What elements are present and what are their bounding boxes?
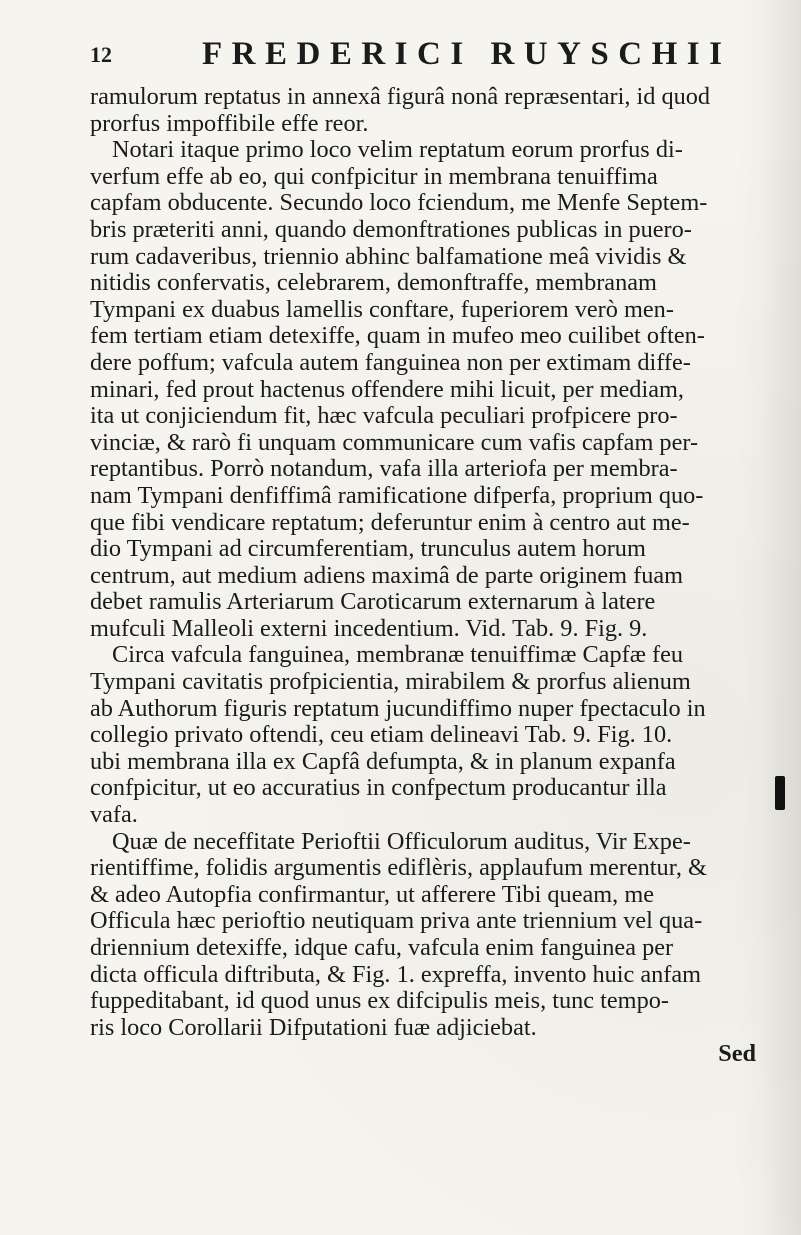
text-line: rientiffime, folidis argumentis ediflèris, applaufum merentur, & [90,855,707,882]
text-line: que fibi vendicare reptatum; deferuntur enim à centro aut me- [90,509,690,536]
text-line: Circa vafcula fanguinea, membranæ tenuiffimæ Capfæ feu [112,642,684,669]
text-line: rum cadaveribus, triennio abhinc balfamatione meâ vividis & [90,243,687,270]
text-line: verfum effe ab eo, qui confpicitur in membrana tenuiffima [90,163,658,190]
text-line: vafa. [90,802,138,829]
text-line: nam Tympani denfiffimâ ramificatione difperfa, proprium quo- [90,482,704,509]
catchword: Sed [718,1041,756,1068]
text-line: ramulorum reptatus in annexâ figurâ nonâ repræsentari, id quod [90,84,711,110]
running-head [90,36,760,72]
text-line: collegio privato oftendi, ceu etiam delineavi Tab. 9. Fig. 10. [90,722,673,749]
body-text [90,84,770,1068]
text-line: dicta officula diftributa, & Fig. 1. expreffa, invento huic anfam [90,961,702,988]
text-line: mufculi Malleoli externi incedentium. Vid. Tab. 9. Fig. 9. [90,615,648,642]
text-line: reptantibus. Porrò notandum, vafa illa arteriofa per membra- [90,456,678,483]
text-line: dio Tympani ad circumferentiam, trunculus autem horum [90,536,646,563]
text-line: prorfus impoffibile effe reor. [90,110,369,137]
page-edge-shadow [761,0,801,1235]
text-line: ubi membrana illa ex Capfâ defumpta, & in planum expanfa [90,748,676,775]
text-line: nitidis confervatis, celebrarem, demonftraffe, membranam [90,270,657,297]
text-line: ris loco Corollarii Difputationi fuæ adjiciebat. [90,1014,537,1041]
text-line: centrum, aut medium adiens maximâ de parte originem fuam [90,562,684,589]
text-line: dere poffum; vafcula autem fanguinea non per extimam diffe- [90,349,691,376]
text-line: ita ut conjiciendum fit, hæc vafcula peculiari profpicere pro- [90,403,678,430]
text-line: debet ramulis Arteriarum Caroticarum externarum à latere [90,589,656,616]
text-line: Tympani cavitatis profpicientia, mirabilem & prorfus alienum [90,669,691,696]
text-line: bris præteriti anni, quando demonftrationes publicas in puero- [90,216,692,243]
text-line: fuppeditabant, id quod unus ex difcipulis meis, tunc tempo- [90,988,669,1015]
text-line: Officula hæc perioftio neutiquam priva ante triennium vel qua- [90,908,703,935]
page-number: 12 [90,42,112,67]
text-line: Notari itaque primo loco velim reptatum eorum prorfus di- [112,137,683,164]
text-line: minari, fed prout hactenus offendere mihi licuit, per mediam, [90,376,684,403]
text-line: & adeo Autopfia confirmantur, ut afferere Tibi queam, me [90,881,655,908]
text-line: confpicitur, ut eo accuratius in confpectum producantur illa [90,775,667,802]
text-line: vinciæ, & rarò fi unquam communicare cum vafis capfam per- [90,429,699,456]
text-line: Tympani ex duabus lamellis conftare, fuperiorem verò men- [90,296,674,323]
text-line: fem tertiam etiam detexiffe, quam in mufeo meo cuilibet often- [90,323,705,350]
text-line: driennium detexiffe, idque cafu, vafcula enim fanguinea per [90,935,674,961]
edge-ink-mark [775,776,785,810]
text-line: capfam obducente. Secundo loco fciendum, me Menfe Septem- [90,190,708,217]
text-line: ab Authorum figuris reptatum jucundiffimo nuper fpectaculo in [90,695,706,722]
text-line: Quæ de neceffitate Perioftii Officulorum auditus, Vir Expe- [112,828,691,855]
running-title: FREDERICI RUYSCHII [202,36,732,72]
